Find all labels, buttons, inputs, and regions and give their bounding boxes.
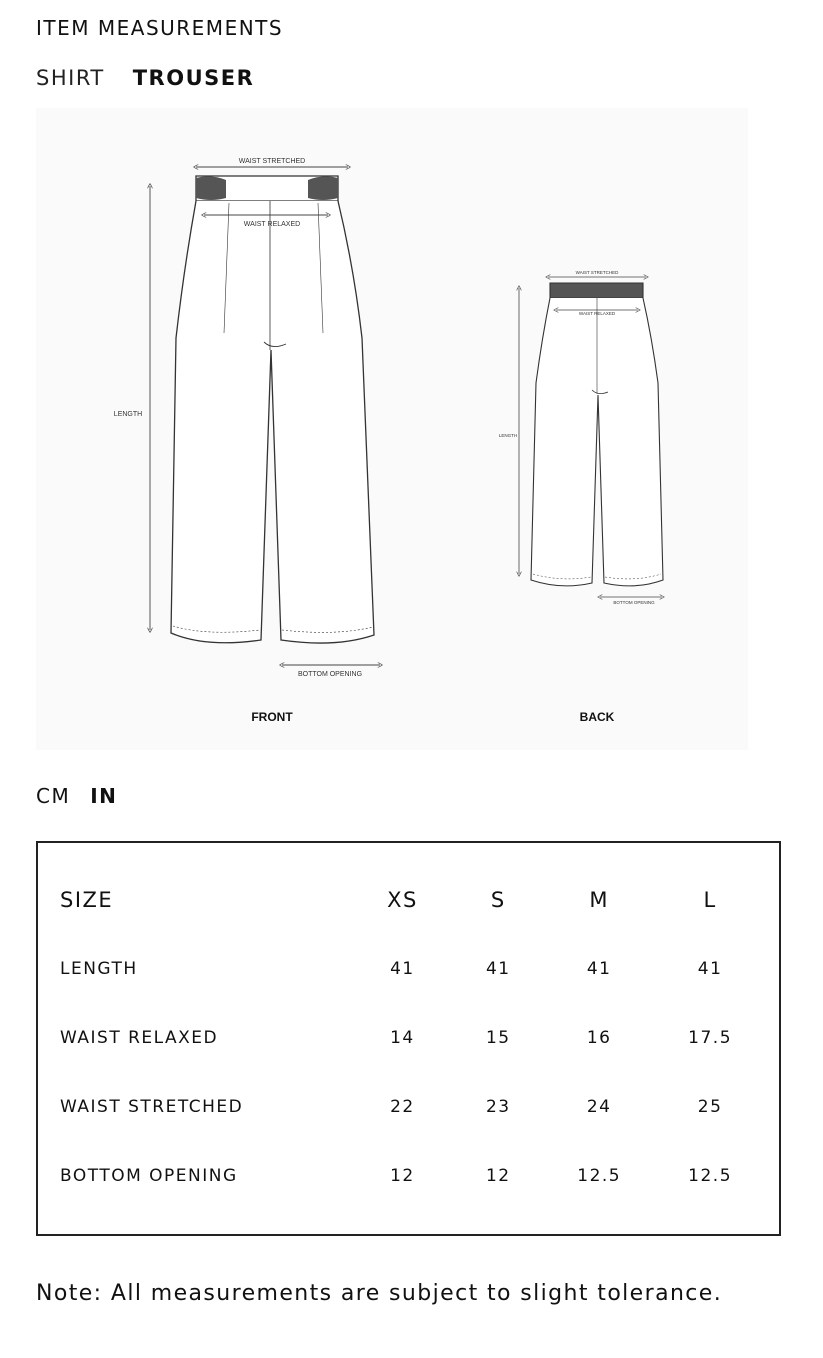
back-length-label: LENGTH	[498, 433, 518, 438]
table-cell: 23	[485, 1096, 511, 1117]
table-cell: 17.5	[688, 1027, 733, 1048]
table-cell: 41	[390, 958, 415, 979]
back-trouser-drawing	[531, 283, 663, 586]
size-header-xs: XS	[387, 887, 418, 912]
row-label: WAIST RELAXED	[60, 1027, 219, 1048]
table-header-row	[60, 865, 779, 934]
table-cell: 22	[390, 1096, 415, 1117]
size-header-l: L	[703, 887, 717, 912]
row-label: BOTTOM OPENING	[60, 1165, 238, 1186]
table-row	[60, 1072, 779, 1141]
back-caption: BACK	[579, 710, 615, 724]
size-header-label: SIZE	[60, 887, 114, 912]
page-title: ITEM MEASUREMENTS	[36, 16, 284, 40]
table-cell: 12.5	[688, 1165, 733, 1186]
table-cell: 15	[485, 1027, 511, 1048]
size-table	[60, 865, 779, 1210]
row-label: LENGTH	[60, 958, 138, 979]
table-cell: 12.5	[577, 1165, 622, 1186]
table-cell: 16	[586, 1027, 612, 1048]
unit-in-button[interactable]: IN	[90, 784, 118, 808]
table-cell: 14	[390, 1027, 415, 1048]
table-row	[60, 1003, 779, 1072]
trouser-diagram	[36, 108, 748, 750]
table-cell: 41	[485, 958, 511, 979]
table-row	[60, 934, 779, 1003]
back-bottom-opening-label: BOTTOM OPENING	[613, 600, 655, 605]
tab-trouser[interactable]: TROUSER	[132, 66, 255, 90]
table-cell: 41	[586, 958, 612, 979]
table-cell: 41	[697, 958, 723, 979]
table-cell: 25	[697, 1096, 723, 1117]
tab-shirt[interactable]: SHIRT	[36, 66, 105, 90]
front-trouser-drawing	[171, 176, 374, 643]
unit-cm-button[interactable]: CM	[36, 784, 71, 808]
row-label: WAIST STRETCHED	[60, 1096, 244, 1117]
table-cell: 12	[485, 1165, 511, 1186]
garment-tabs	[36, 66, 254, 90]
size-header-m: M	[589, 887, 609, 912]
front-length-label: LENGTH	[113, 411, 143, 418]
size-header-s: S	[490, 887, 506, 912]
trouser-diagram-svg	[36, 108, 748, 750]
front-bottom-opening-label: BOTTOM OPENING	[297, 671, 363, 678]
tolerance-note: Note: All measurements are subject to slight tolerance.	[36, 1281, 723, 1306]
back-waist-stretched-label: WAIST STRETCHED	[575, 270, 619, 275]
table-row	[60, 1141, 779, 1210]
unit-toggle	[36, 784, 117, 808]
table-cell: 12	[390, 1165, 415, 1186]
size-table-container	[36, 841, 781, 1236]
table-cell: 24	[586, 1096, 612, 1117]
front-waist-stretched-label: WAIST STRETCHED	[238, 158, 306, 165]
front-caption: FRONT	[251, 710, 293, 724]
front-waist-relaxed-label: WAIST RELAXED	[243, 221, 301, 228]
back-waist-relaxed-label: WAIST RELAXED	[578, 311, 616, 316]
